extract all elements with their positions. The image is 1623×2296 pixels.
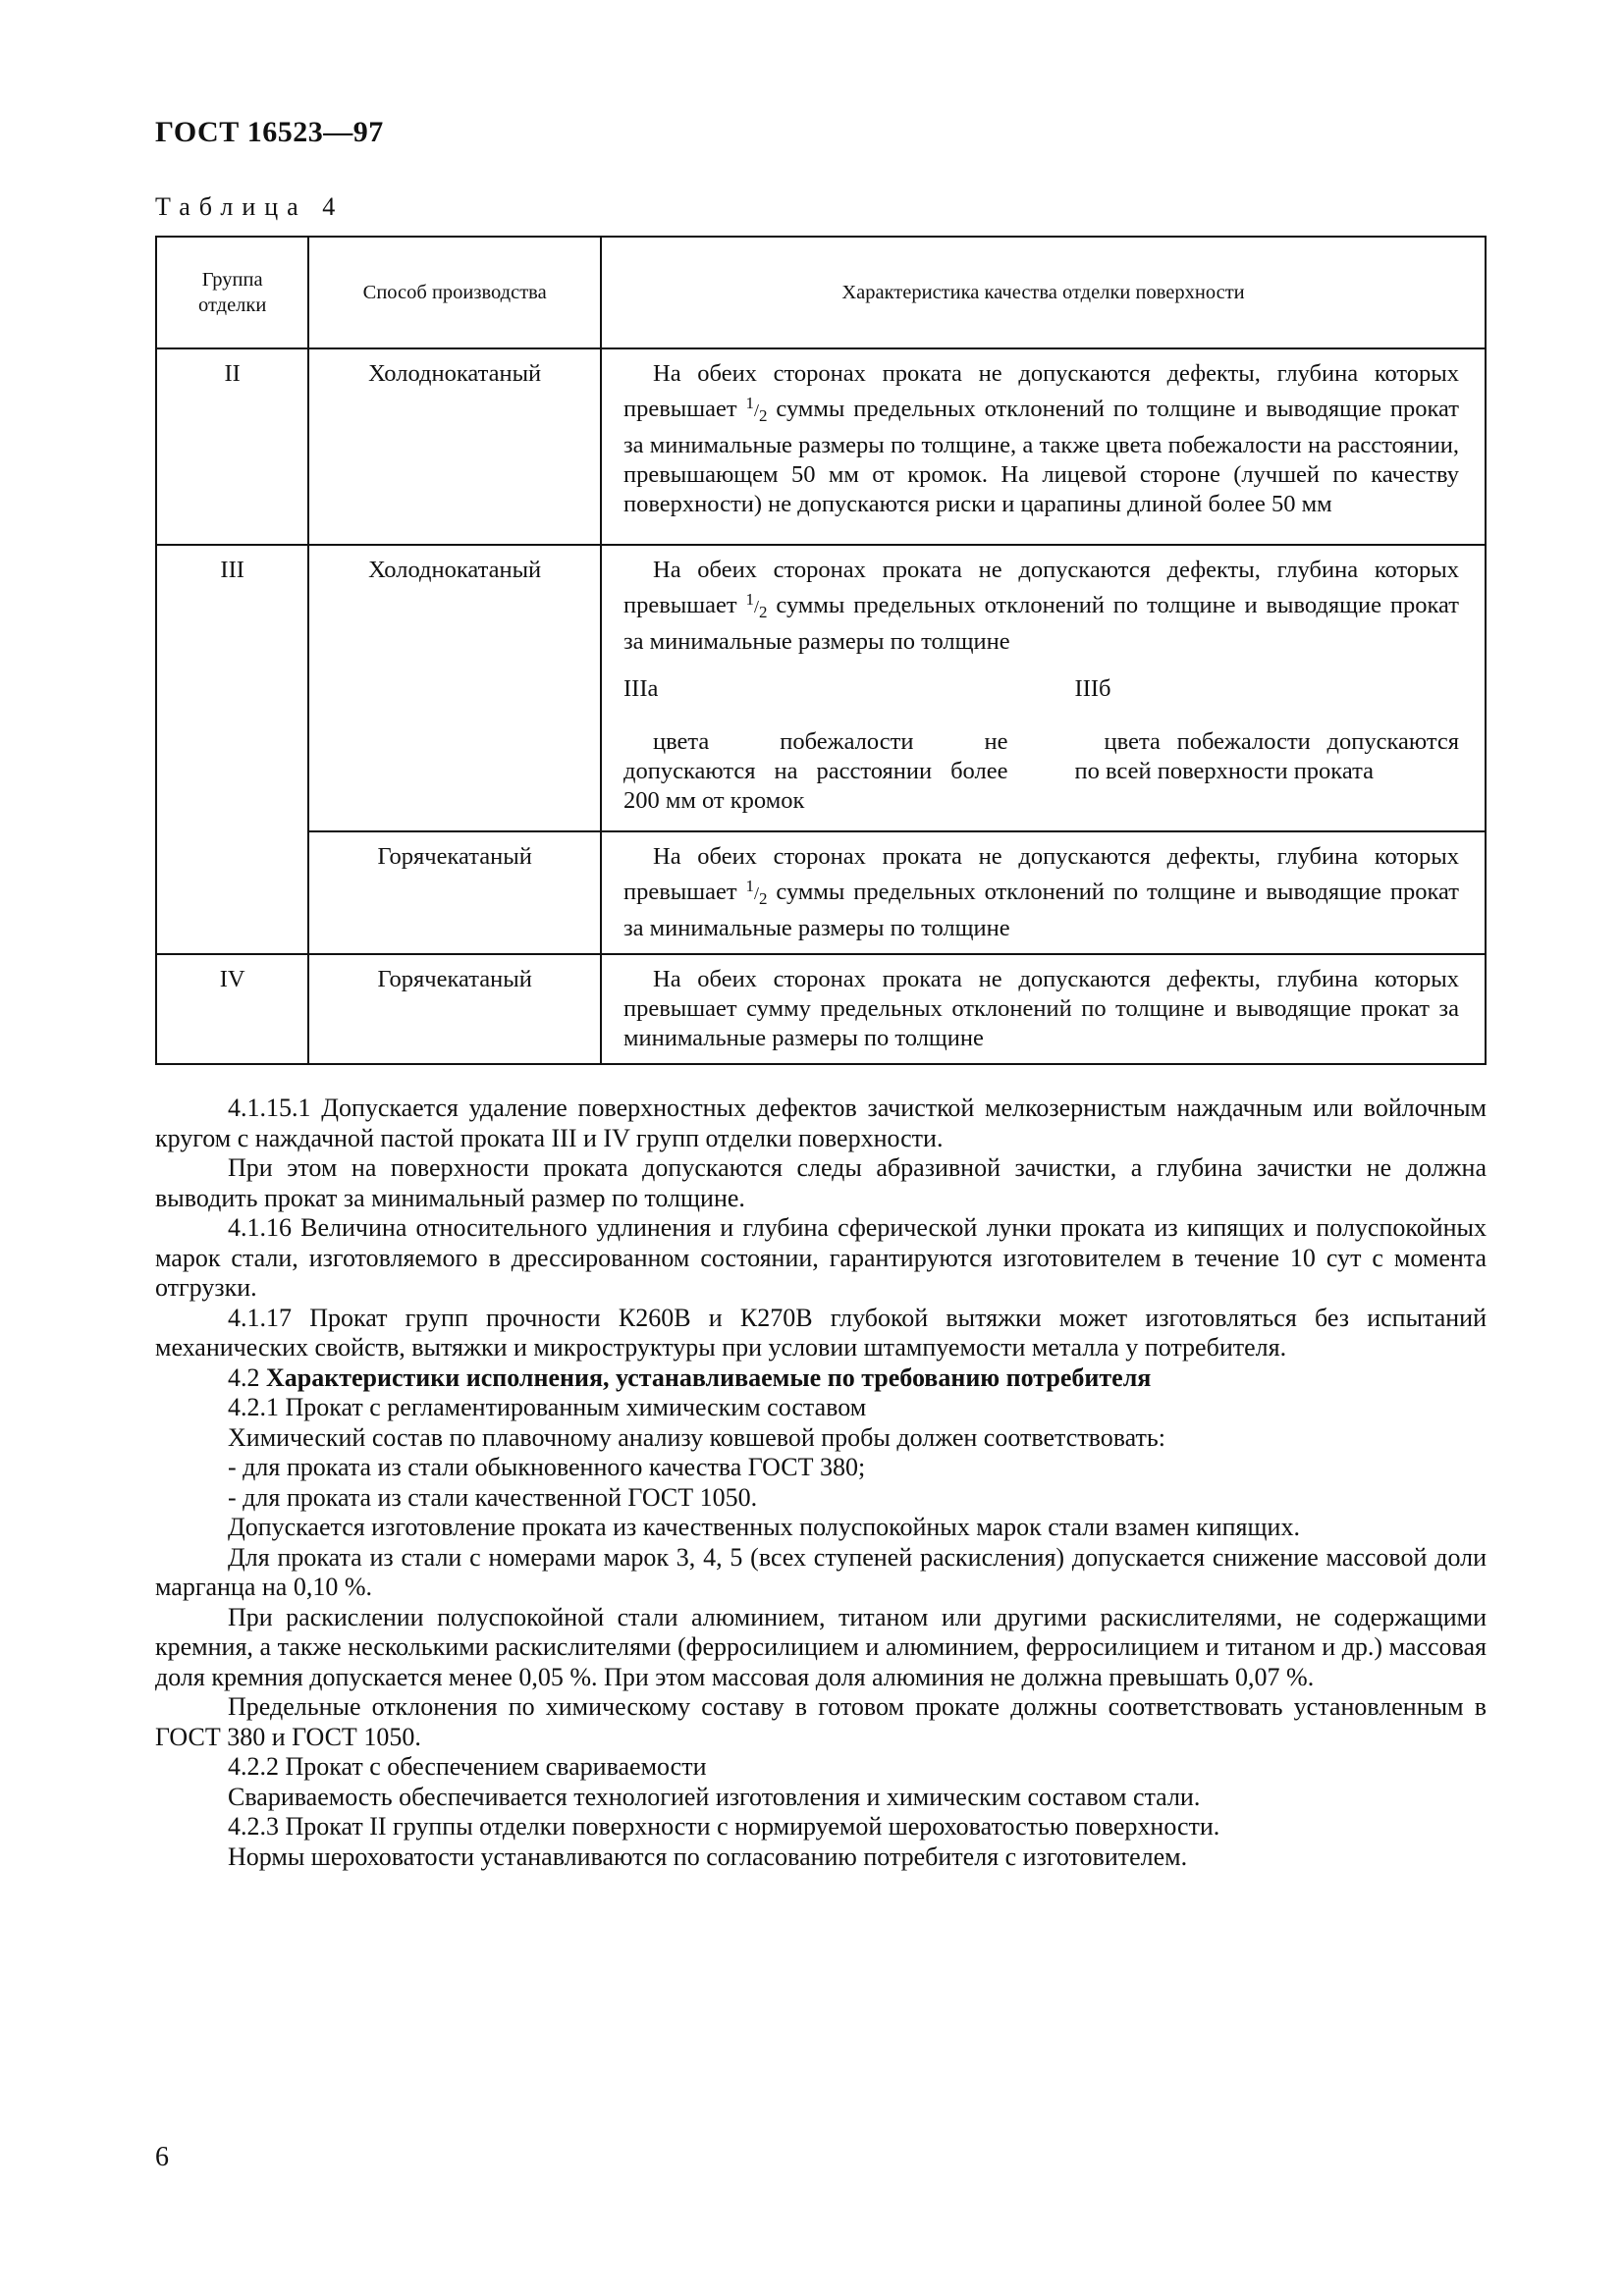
paragraph: Свариваемость обеспечивается технологией изготовления и химическим составом стали.: [228, 1782, 1201, 1811]
cell-description: [601, 348, 1486, 545]
table-row: [156, 831, 1486, 954]
paragraph: При этом на поверхности проката допускаются следы абразивной зачистки, а глубина зачистки не должна выводить прокат за минимальный размер по толщине.: [155, 1153, 1487, 1212]
subvariant-text: цвета побежалости допускаются по всей поверхности проката: [1074, 728, 1459, 784]
table-header-row: [156, 237, 1486, 348]
subvariant-a: [623, 674, 1007, 816]
paragraph: Предельные отклонения по химическому составу в готовом прокате должны соответствовать установленным в ГОСТ 380 и ГОСТ 1050.: [155, 1692, 1487, 1751]
header-method: Способ производства: [308, 237, 601, 348]
cell-description: [601, 831, 1486, 954]
paragraph: 4.2.2 Прокат с обеспечением свариваемости: [228, 1752, 707, 1781]
paragraph: 4.1.16 Величина относительного удлинения и глубина сферической лунки проката из кипящих и полуспокойных марок стали, изготовляемого в дрессированном состоянии, гарантируются изготовителем в течение 10 сут с момента отгрузки.: [155, 1213, 1487, 1302]
table-row: [156, 348, 1486, 545]
desc-text: На обеих сторонах проката не допускаются дефекты, глубина которых превышает: [623, 843, 1459, 905]
cell-method: Горячекатаный: [308, 954, 601, 1064]
list-item: - для проката из стали обыкновенного качества ГОСТ 380;: [228, 1453, 866, 1481]
subvariant-text: цвета побежалости не допускаются на расстоянии более 200 мм от кромок: [623, 728, 1008, 814]
paragraph: При раскислении полуспокойной стали алюминием, титаном или другими раскислителями, не содержащими кремния, а также несколькими раскислителями (ферросилицием и алюминием, ферросилицием и титаном и др.) массовая доля кремния допускается менее 0,05 %. При этом массовая доля алюминия не должна превышать 0,07 %.: [155, 1602, 1487, 1691]
table-row: [156, 954, 1486, 1064]
desc-text: суммы предельных отклонений по толщине и выводящие прокат за минимальные размеры по толщине: [623, 592, 1459, 655]
table-caption: Таблица 4: [155, 192, 345, 221]
cell-method: Холоднокатаный: [308, 545, 601, 831]
cell-group: IV: [156, 954, 308, 1064]
paragraph: 4.1.15.1 Допускается удаление поверхностных дефектов зачисткой мелкозернистым наждачным или войлочным кругом с наждачной пастой проката III и IV групп отделки поверхности.: [155, 1094, 1487, 1152]
body-text: [155, 1094, 1487, 1872]
cell-group: II: [156, 348, 308, 545]
page-number: 6: [155, 2142, 169, 2172]
subvariant-title: IIIa: [623, 675, 659, 702]
desc-text: суммы предельных отклонений по толщине и выводящие прокат за минимальные размеры по толщине, а также цвета побежалости на расстоянии, превышающем 50 мм от кромок. На лицевой стороне (лучшей по качеству поверхности) не допускаются риски и царапины длиной более 50 мм: [623, 396, 1459, 517]
table-row: [156, 545, 1486, 831]
paragraph: Нормы шероховатости устанавливаются по согласованию потребителя с изготовителем.: [228, 1842, 1188, 1871]
section-heading: 4.2 Характеристики исполнения, устанавливаемые по требованию потребителя: [228, 1362, 1152, 1392]
desc-text: суммы предельных отклонений по толщине и выводящие прокат за минимальные размеры по толщине: [623, 879, 1459, 941]
cell-method: Горячекатаный: [308, 831, 601, 954]
list-item: - для проката из стали качественной ГОСТ 1050.: [228, 1482, 758, 1512]
document-header: ГОСТ 16523—97: [155, 116, 384, 148]
fraction: $^1/_2$: [745, 877, 768, 908]
desc-text: На обеих сторонах проката не допускаются дефекты, глубина которых превышает: [623, 557, 1459, 618]
cell-group: III: [156, 545, 308, 954]
cell-description: [601, 545, 1486, 831]
header-group: Группа отделки: [156, 237, 308, 348]
fraction: $^1/_2$: [745, 394, 768, 425]
paragraph: Допускается изготовление проката из качественных полуспокойных марок стали взамен кипящих.: [228, 1513, 1300, 1541]
cell-method: Холоднокатаный: [308, 348, 601, 545]
desc-text: На обеих сторонах проката не допускаются дефекты, глубина которых превышает: [623, 360, 1459, 422]
subvariant-b: [1075, 674, 1459, 816]
header-characteristic: Характеристика качества отделки поверхности: [601, 237, 1486, 348]
finish-quality-table: [155, 236, 1487, 1065]
cell-description: [601, 954, 1486, 1064]
subvariant-title: IIIб: [1074, 675, 1111, 702]
paragraph: 4.1.17 Прокат групп прочности К260В и К270В глубокой вытяжки может изготовляться без испытаний механических свойств, вытяжки и микроструктуры при условии штампуемости металла у потребителя.: [155, 1303, 1487, 1362]
paragraph: Для проката из стали с номерами марок 3, 4, 5 (всех ступеней раскисления) допускается снижение массовой доли марганца на 0,10 %.: [155, 1542, 1487, 1601]
desc-text: На обеих сторонах проката не допускаются дефекты, глубина которых превышает сумму предельных отклонений по толщине и выводящие прокат за минимальные размеры по толщине: [623, 966, 1459, 1051]
paragraph: Химический состав по плавочному анализу ковшевой пробы должен соответствовать:: [228, 1422, 1165, 1452]
paragraph: 4.2.3 Прокат II группы отделки поверхности с нормируемой шероховатостью поверхности.: [228, 1812, 1220, 1841]
subvariants: [623, 674, 1459, 816]
paragraph: 4.2.1 Прокат с регламентированным химическим составом: [228, 1393, 867, 1421]
fraction: $^1/_2$: [745, 590, 768, 621]
